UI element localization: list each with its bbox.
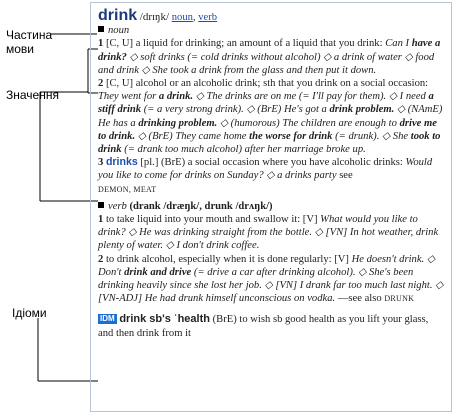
callout-pos-line2: мови bbox=[6, 42, 35, 56]
noun-sense-2 bbox=[98, 77, 446, 156]
grammar-code: [C, U] bbox=[105, 38, 134, 50]
example-highlight: drinking problem. bbox=[138, 117, 218, 129]
callout-meaning: Значення bbox=[6, 88, 59, 102]
example: (= drank too much alcohol) after her marriage broke up. bbox=[124, 144, 366, 156]
noun-label: noun bbox=[108, 25, 130, 37]
definition: alcohol or an alcoholic drink; sth that you drink on a social occasion: bbox=[135, 78, 429, 90]
definition: a social occasion where you have alcoholic drinks: bbox=[187, 157, 403, 169]
idiom-phrase: drink sb's ˈhealth bbox=[119, 313, 210, 326]
example-highlight: drive me to drink. bbox=[98, 117, 437, 142]
example: (= drunk). ◇ She bbox=[335, 130, 409, 142]
example-highlight: the worse for drink bbox=[249, 130, 333, 142]
sense-number: 3 bbox=[98, 157, 104, 169]
example: What would you like to drink? ◇ He was drinking straight from the bottle. ◇ [VN] In hot weather, drink plenty of water. ◇ I don't drink coffee. bbox=[98, 214, 439, 252]
link-noun[interactable]: noun bbox=[171, 12, 193, 23]
dictionary-entry bbox=[90, 2, 452, 412]
example: ◇ (NAmE) He has a bbox=[98, 104, 443, 129]
example: Would you like to come for drinks on Sunday? ◇ a drinks party bbox=[98, 157, 433, 182]
callout-panel bbox=[0, 0, 90, 415]
sense-number: 2 bbox=[98, 253, 104, 265]
noun-sense-1 bbox=[98, 37, 446, 77]
grammar-code: [pl.] (BrE) bbox=[140, 157, 186, 169]
example-highlight: a stiff drink bbox=[98, 91, 434, 116]
idiom-block bbox=[98, 313, 446, 339]
noun-label-line bbox=[98, 24, 446, 37]
link-separator: , bbox=[192, 12, 196, 23]
example: ◇ The drinks are on me (= I'll pay for them). ◇ I need bbox=[195, 91, 426, 103]
sense-headword: drinks bbox=[105, 156, 138, 169]
sense-number: 2 bbox=[98, 78, 104, 90]
example: (= a very strong drink). ◇ (BrE) He's got a bbox=[143, 104, 327, 116]
see-also-label: —see also bbox=[337, 293, 382, 305]
example: ◇ (BrE) They came home bbox=[137, 130, 247, 142]
link-verb[interactable]: verb bbox=[198, 12, 218, 23]
cross-reference[interactable]: DRUNK bbox=[384, 294, 415, 304]
headword: drink bbox=[98, 7, 138, 24]
callout-part-of-speech bbox=[6, 28, 52, 56]
callout-idioms: Ідіоми bbox=[12, 306, 47, 320]
example: ◇ soft drinks (= cold drinks without alcohol) ◇ a drink of water ◇ food and drink ◇ She took a drink from the glass and then put it down. bbox=[98, 51, 435, 76]
example: Can I bbox=[385, 38, 410, 50]
sense-number: 1 bbox=[98, 214, 104, 226]
grammar-code: [C, U] bbox=[105, 78, 134, 90]
example: ◇ (humorous) The children are enough to bbox=[219, 117, 397, 129]
example: They went for bbox=[98, 91, 157, 103]
square-bullet-icon bbox=[98, 202, 104, 208]
definition: a liquid for drinking; an amount of a liquid that you drink: bbox=[135, 38, 383, 50]
example-highlight: have a drink? bbox=[98, 38, 441, 63]
entry-header bbox=[98, 9, 446, 24]
definition: to drink alcohol, especially when it is done regularly: [V] bbox=[105, 253, 349, 265]
verb-sense-1 bbox=[98, 213, 446, 253]
example-highlight: drink problem. bbox=[329, 104, 395, 116]
see-label: see bbox=[339, 170, 353, 182]
verb-label: verb bbox=[108, 200, 127, 212]
idiom-definition: (BrE) to wish sb good health as you lift your glass, and then drink from it bbox=[98, 314, 429, 339]
example: He doesn't drink. ◇ Don't bbox=[98, 253, 435, 278]
verb-label-line bbox=[98, 200, 446, 213]
verb-sense-2 bbox=[98, 253, 446, 306]
example-highlight: a drink. bbox=[158, 91, 194, 103]
example: (= drive a car after drinking alcohol). ◇ She's been drinking heavily since she lost her job. ◇ [VN] I drank far too much last night. ◇ [VN-ADJ] He had drunk himself unconscious on vodka. bbox=[98, 266, 444, 305]
example-highlight: drink and drive bbox=[124, 266, 192, 278]
idiom-badge: IDM bbox=[100, 314, 115, 324]
square-bullet-icon bbox=[98, 26, 104, 32]
definition: to take liquid into your mouth and swallow it: [V] bbox=[105, 214, 318, 226]
callout-pos-line1: Частина bbox=[6, 28, 53, 42]
verb-forms: (drank /dræŋk/, drunk /drʌŋk/) bbox=[129, 200, 273, 212]
cross-reference[interactable]: DEMON, MEAT bbox=[98, 184, 157, 194]
noun-sense-3 bbox=[98, 156, 446, 196]
pronunciation: /drɪŋk/ bbox=[139, 11, 170, 23]
sense-number: 1 bbox=[98, 38, 104, 50]
example-highlight: took to drink bbox=[98, 130, 441, 156]
